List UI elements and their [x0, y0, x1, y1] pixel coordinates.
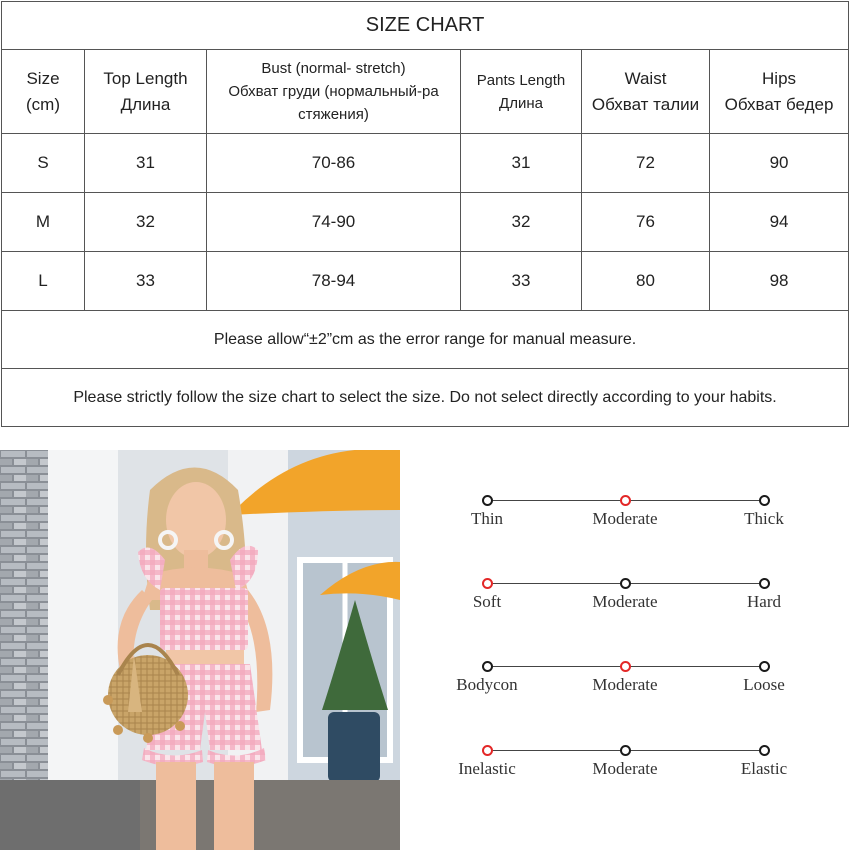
cell-size: S: [2, 134, 85, 193]
scale-dot: [759, 661, 770, 672]
table-row: [2, 252, 849, 311]
scale-label-moderate: Moderate: [592, 592, 658, 611]
cell-bust: 74-90: [207, 193, 461, 252]
header-hips: Hips Обхват бедер: [710, 50, 849, 134]
scale-dot-selected: [620, 495, 631, 506]
scale-dot: [482, 495, 493, 506]
scale-label-inelastic: Inelastic: [458, 759, 516, 778]
table-row: [2, 193, 849, 252]
scale-dot: [759, 745, 770, 756]
model-in-gingham-set-image: [0, 450, 400, 850]
scale-dot-selected: [482, 745, 493, 756]
elasticity-scale: [440, 745, 810, 785]
fit-scale: [440, 661, 810, 701]
size-chart-title: SIZE CHART: [2, 2, 849, 50]
scale-label-thin: Thin: [470, 509, 504, 528]
product-photo: [0, 450, 400, 850]
scale-label-soft: Soft: [472, 592, 502, 611]
cell-waist: 80: [582, 252, 710, 311]
scale-label-hard: Hard: [747, 592, 781, 611]
header-size: Size (cm): [2, 50, 85, 134]
cell-size: M: [2, 193, 85, 252]
cell-waist: 72: [582, 134, 710, 193]
cell-top-length: 33: [85, 252, 207, 311]
cell-hips: 90: [710, 134, 849, 193]
cell-hips: 98: [710, 252, 849, 311]
scale-dot-selected: [482, 578, 493, 589]
scale-dot: [620, 745, 631, 756]
scale-dot: [759, 578, 770, 589]
cell-waist: 76: [582, 193, 710, 252]
measure-tolerance-note: Please allow“±2”cm as the error range for manual measure.: [2, 311, 849, 369]
scale-label-bodycon: Bodycon: [456, 675, 518, 694]
softness-scale: [440, 578, 810, 618]
cell-top-length: 31: [85, 134, 207, 193]
scale-label-moderate: Moderate: [592, 759, 658, 778]
cell-pants-length: 31: [461, 134, 582, 193]
scale-dot: [482, 661, 493, 672]
header-pants-length: Pants Length Длина: [461, 50, 582, 134]
header-waist: Waist Обхват талии: [582, 50, 710, 134]
scale-label-loose: Loose: [743, 675, 785, 694]
cell-hips: 94: [710, 193, 849, 252]
scale-dot: [620, 578, 631, 589]
cell-pants-length: 33: [461, 252, 582, 311]
scale-dot-selected: [620, 661, 631, 672]
scale-label-moderate: Moderate: [592, 509, 658, 528]
scale-dot: [759, 495, 770, 506]
size-selection-note: Please strictly follow the size chart to select the size. Do not select directly according to your habits.: [2, 369, 849, 427]
cell-size: L: [2, 252, 85, 311]
cell-pants-length: 32: [461, 193, 582, 252]
cell-bust: 78-94: [207, 252, 461, 311]
scale-label-thick: Thick: [744, 509, 784, 528]
cell-bust: 70-86: [207, 134, 461, 193]
header-bust: Bust (normal- stretch) Обхват груди (нормальный-ра стяжения): [207, 50, 461, 134]
scale-label-elastic: Elastic: [740, 759, 788, 778]
scale-label-moderate: Moderate: [592, 675, 658, 694]
cell-top-length: 32: [85, 193, 207, 252]
size-chart-table: [1, 1, 849, 427]
table-row: [2, 134, 849, 193]
thickness-scale: [440, 495, 810, 535]
header-top-length: Top Length Длина: [85, 50, 207, 134]
